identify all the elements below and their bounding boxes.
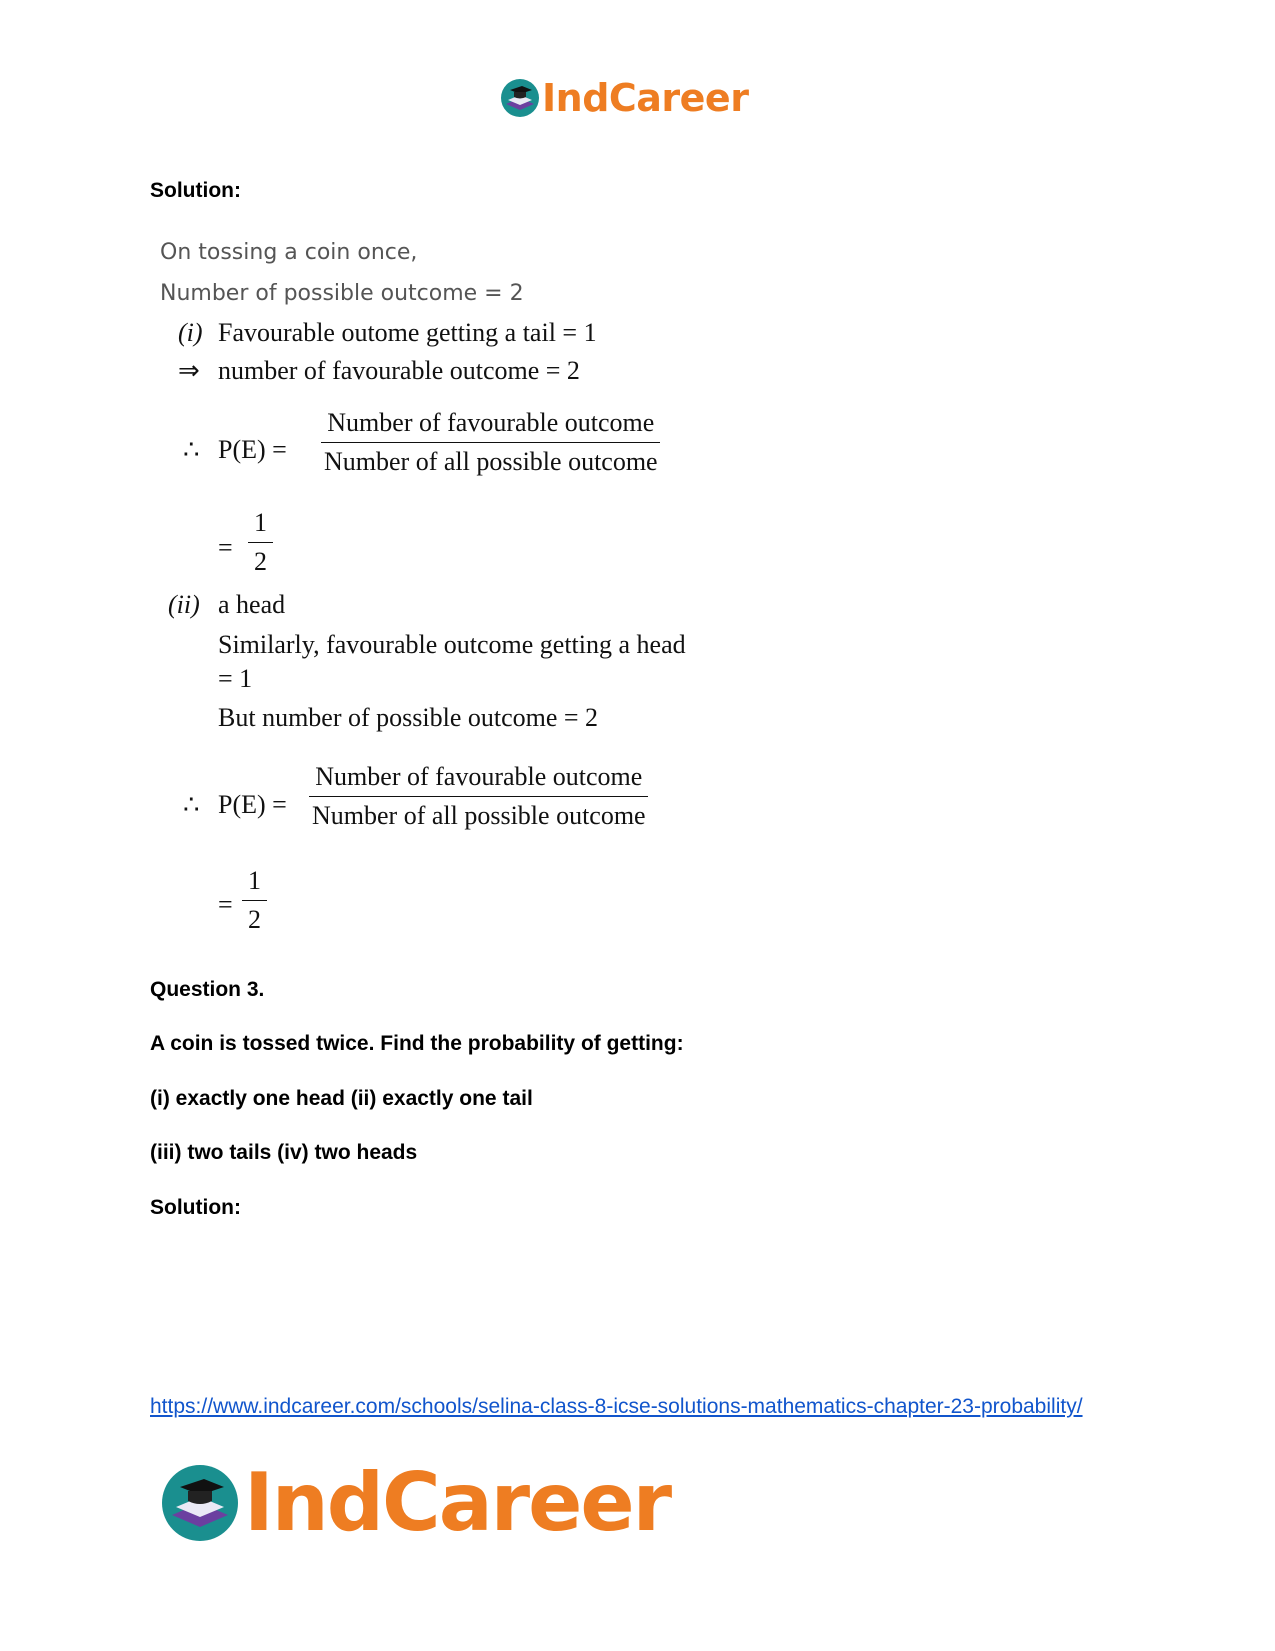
- question-options-2: (iii) two tails (iv) two heads: [150, 1141, 418, 1164]
- brand-name: IndCareer: [542, 76, 749, 120]
- therefore-symbol: ∴: [183, 435, 200, 464]
- fraction-denominator: Number of all possible outcome: [324, 447, 658, 476]
- question-text: A coin is tossed twice. Find the probability of getting:: [150, 1032, 684, 1055]
- probability-expression: P(E) =: [218, 435, 287, 464]
- question-title: Question 3.: [150, 978, 265, 1001]
- graduation-cap-icon: [160, 1463, 240, 1543]
- part-ii-line-2: = 1: [218, 664, 253, 693]
- header-logo: [500, 78, 748, 118]
- part-i-label: (i): [178, 318, 203, 347]
- probability-fraction: [318, 408, 664, 477]
- fraction-numerator: Number of favourable outcome: [321, 408, 660, 443]
- fraction-denominator: Number of all possible outcome: [312, 801, 646, 830]
- fraction-numerator: Number of favourable outcome: [309, 762, 648, 797]
- solution-label: Solution:: [150, 179, 241, 202]
- therefore-symbol: ∴: [183, 790, 200, 819]
- brand-name: IndCareer: [244, 1456, 671, 1549]
- implies-symbol: ⇒: [178, 356, 200, 385]
- result-denominator: 2: [254, 547, 267, 576]
- part-ii-line-3: But number of possible outcome = 2: [218, 703, 599, 732]
- part-ii-title: a head: [218, 590, 286, 619]
- part-i-line-1: Favourable outome getting a tail = 1: [218, 318, 597, 347]
- footer-logo: [160, 1456, 671, 1549]
- part-i-line-2: number of favourable outcome = 2: [218, 356, 580, 385]
- result-fraction: [248, 508, 273, 577]
- result-denominator: 2: [248, 905, 261, 934]
- result-numerator: 1: [248, 508, 273, 543]
- equals-sign: =: [218, 890, 233, 919]
- result-fraction: [242, 866, 267, 935]
- probability-fraction: [306, 762, 652, 831]
- question-options-1: (i) exactly one head (ii) exactly one tail: [150, 1087, 533, 1110]
- intro-line-1: On tossing a coin once,: [160, 240, 418, 265]
- part-ii-line-1: Similarly, favourable outcome getting a head: [218, 630, 686, 659]
- intro-line-2: Number of possible outcome = 2: [160, 281, 524, 306]
- probability-expression: P(E) =: [218, 790, 287, 819]
- solution-label: Solution:: [150, 1196, 241, 1219]
- part-ii-label: (ii): [168, 590, 200, 619]
- equals-sign: =: [218, 533, 233, 562]
- source-link[interactable]: https://www.indcareer.com/schools/selina-class-8-icse-solutions-mathematics-chapter-23-probability/: [150, 1395, 1083, 1418]
- graduation-cap-icon: [500, 78, 540, 118]
- result-numerator: 1: [242, 866, 267, 901]
